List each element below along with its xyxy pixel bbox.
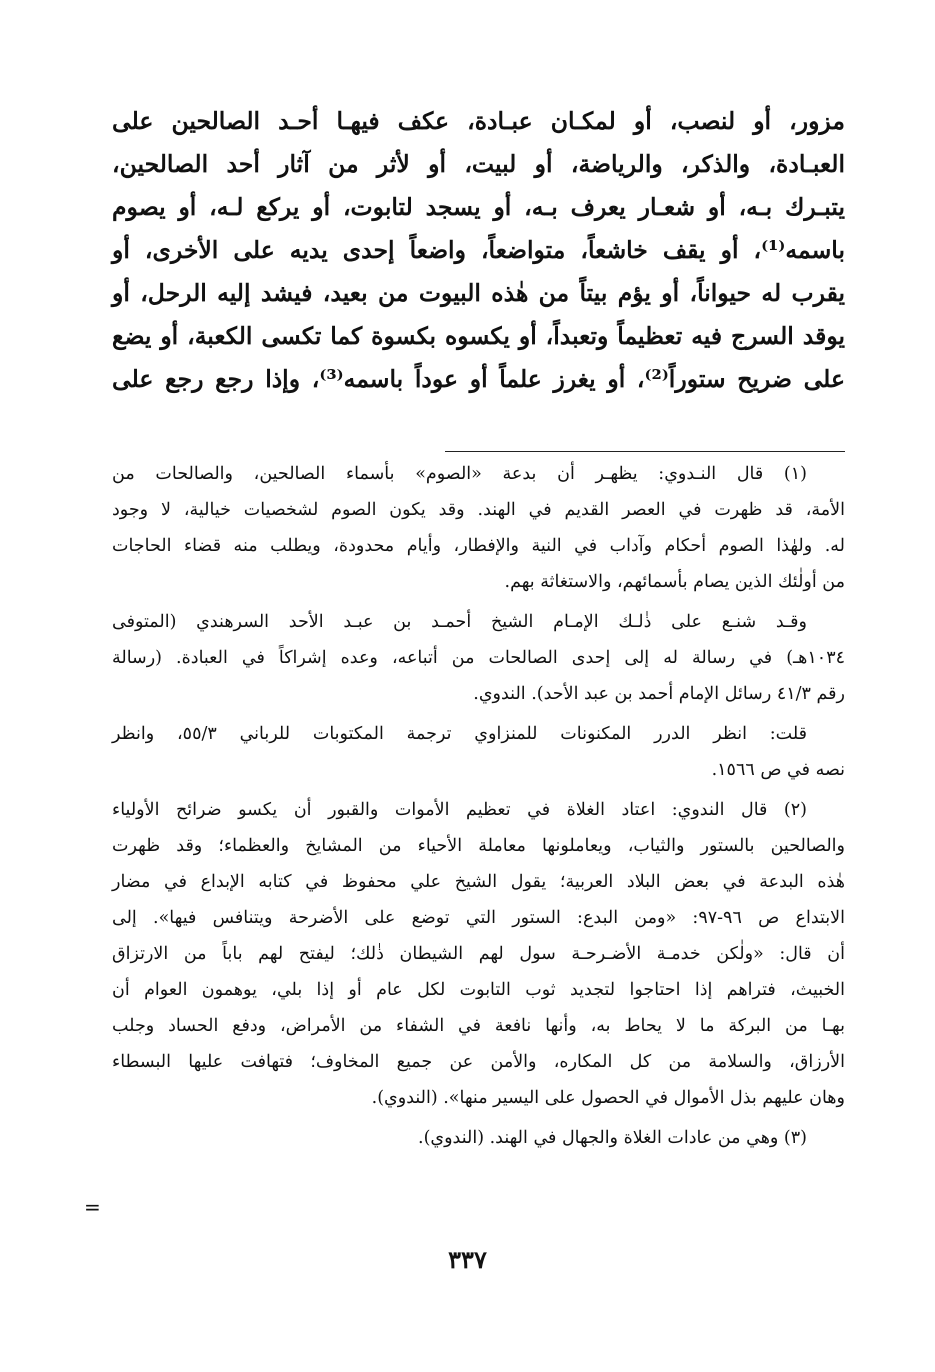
footnote-line: الأمة، قد ظهرت في العصر القديم في الهند. وقد يكون الصوم لشخصيات خيالية، لا وجود — [112, 500, 845, 520]
footnote-line: (٢) قال الندوي: اعتاد الغلاة في تعظيم الأموات والقبور أن يكسو ضرائح الأولياء — [112, 800, 807, 820]
footnote-2 — [112, 792, 845, 1116]
main-text-line: مزور، أو لنصب، أو لمكـان عبـادة، عكف فيهـا أحـد الصالحين على — [112, 107, 845, 135]
main-text-line: يقرب له حيواناً، أو يؤم بيتاً من هٰذه البيوت من بعيد، فيشد إليه الرحل، أو — [112, 279, 845, 307]
footnote-line: نصه في ص ١٥٦٦. — [711, 760, 845, 780]
footnote-line: بهـا من البركة ما لا يحاط به، وأنها نافعة في الشفاء من الأمراض، ودفع الحساد وجلب — [112, 1016, 845, 1036]
footnote-separator — [445, 451, 845, 452]
footnote-line: والصالحين بالستور والثياب، ويعاملونها معاملة الأحياء من المشايخ والعظماء؛ وقد ظهرت — [112, 836, 845, 856]
main-text-block — [112, 100, 845, 401]
footnote-1-continuation — [112, 604, 845, 712]
footnote-line: الابتداع ص ٩٦-٩٧: «ومن البدع: الستور التي توضع على الأضرحة ويتنافس فيها». إلى — [112, 908, 845, 928]
footnote-line: رقم ٤١/٣ رسائل الإمام أحمد بن عبد الأحد). الندوي. — [473, 684, 845, 704]
footnote-1 — [112, 456, 845, 600]
main-text-line: يتبـرك بـه، أو شعـار يعرف بـه، أو يسجد لتابوت، أو يركع لـه، أو يصوم — [112, 193, 845, 221]
footnote-line: قلت: انظر الدرر المكنونات للمنزاوي ترجمة المكتوبات للرباني ٥٥/٣، وانظر — [112, 724, 807, 744]
footnote-line: ١٠٣٤هـ) في رسالة له إلى إحدى الصالحات من أتباعه، وعده إشراكاً في العبادة. (رسالة — [112, 648, 845, 668]
footnote-1-editor-note — [112, 716, 845, 788]
main-text-line: العبـادة، والذكر، والرياضة، أو لبيت، أو لأثر من آثار أحد الصالحين، — [112, 150, 845, 178]
footnote-line: وقـد شنـع على ذٰلـك الإمـام الشيخ أحمـد بن عبـد الأحد السرهندي (المتوفى — [112, 612, 807, 632]
footnote-line: له. ولهٰذا الصوم أحكام وآداب في النية والإفطار، وأيام محدودة، ويطلب منه قضاء الحاجات — [112, 536, 845, 556]
main-text-line: يوقد السرج فيه تعظيماً وتعبداً، أو يكسوه بكسوة كما تكسى الكعبة، أو يضع — [112, 322, 845, 350]
footnote-line: من أولٰئك الذين يصام بأسمائهم، والاستغاثة بهم. — [504, 572, 845, 592]
continuation-mark: = — [84, 1195, 101, 1219]
footnote-line: الخبيث، فتراهم إذا احتاجوا لتجديد ثوب التابوت لكل عام أو إذا بلي، يوهمون العوام أن — [112, 980, 845, 1000]
footnote-line: (٣) وهي من عادات الغلاة والجهال في الهند. (الندوي). — [418, 1128, 807, 1148]
main-text-line: باسمه⁽¹⁾، أو يقف خاشعاً، متواضعاً، واضعاً إحدى يديه على الأخرى، أو — [112, 236, 845, 264]
footnote-line: (١) قال النـدوي: يظهـر أن بدعة «الصوم» بأسماء الصالحين، والصالحات من — [112, 464, 807, 484]
footnote-line: الأرزاق، والسلامة من كل المكاره، والأمن عن جميع المخاوف؛ فتهافت عليها البسطاء — [112, 1052, 845, 1072]
footnotes-block — [112, 456, 845, 1156]
footnote-line: أن قال: «ولٰكن خدمـة الأضـرحـة سول لهم الشيطان ذٰلك؛ ليفتح لهم باباً من الارتزاق — [112, 944, 845, 964]
footnote-line: هٰذه البدعة في بعض البلاد العربية؛ يقول الشيخ علي محفوظ في كتابه الإبداع في مضار — [112, 872, 845, 892]
main-text-line: على ضريح ستوراً⁽²⁾، أو يغرز علماً أو عوداً باسمه⁽³⁾، وإذا رجع رجع على — [112, 365, 845, 393]
footnote-3 — [112, 1120, 845, 1156]
footnote-line: وهان عليهم بذل الأموال في الحصول على اليسير منها». (الندوي). — [371, 1088, 845, 1108]
page-number: ٣٣٧ — [448, 1245, 487, 1274]
